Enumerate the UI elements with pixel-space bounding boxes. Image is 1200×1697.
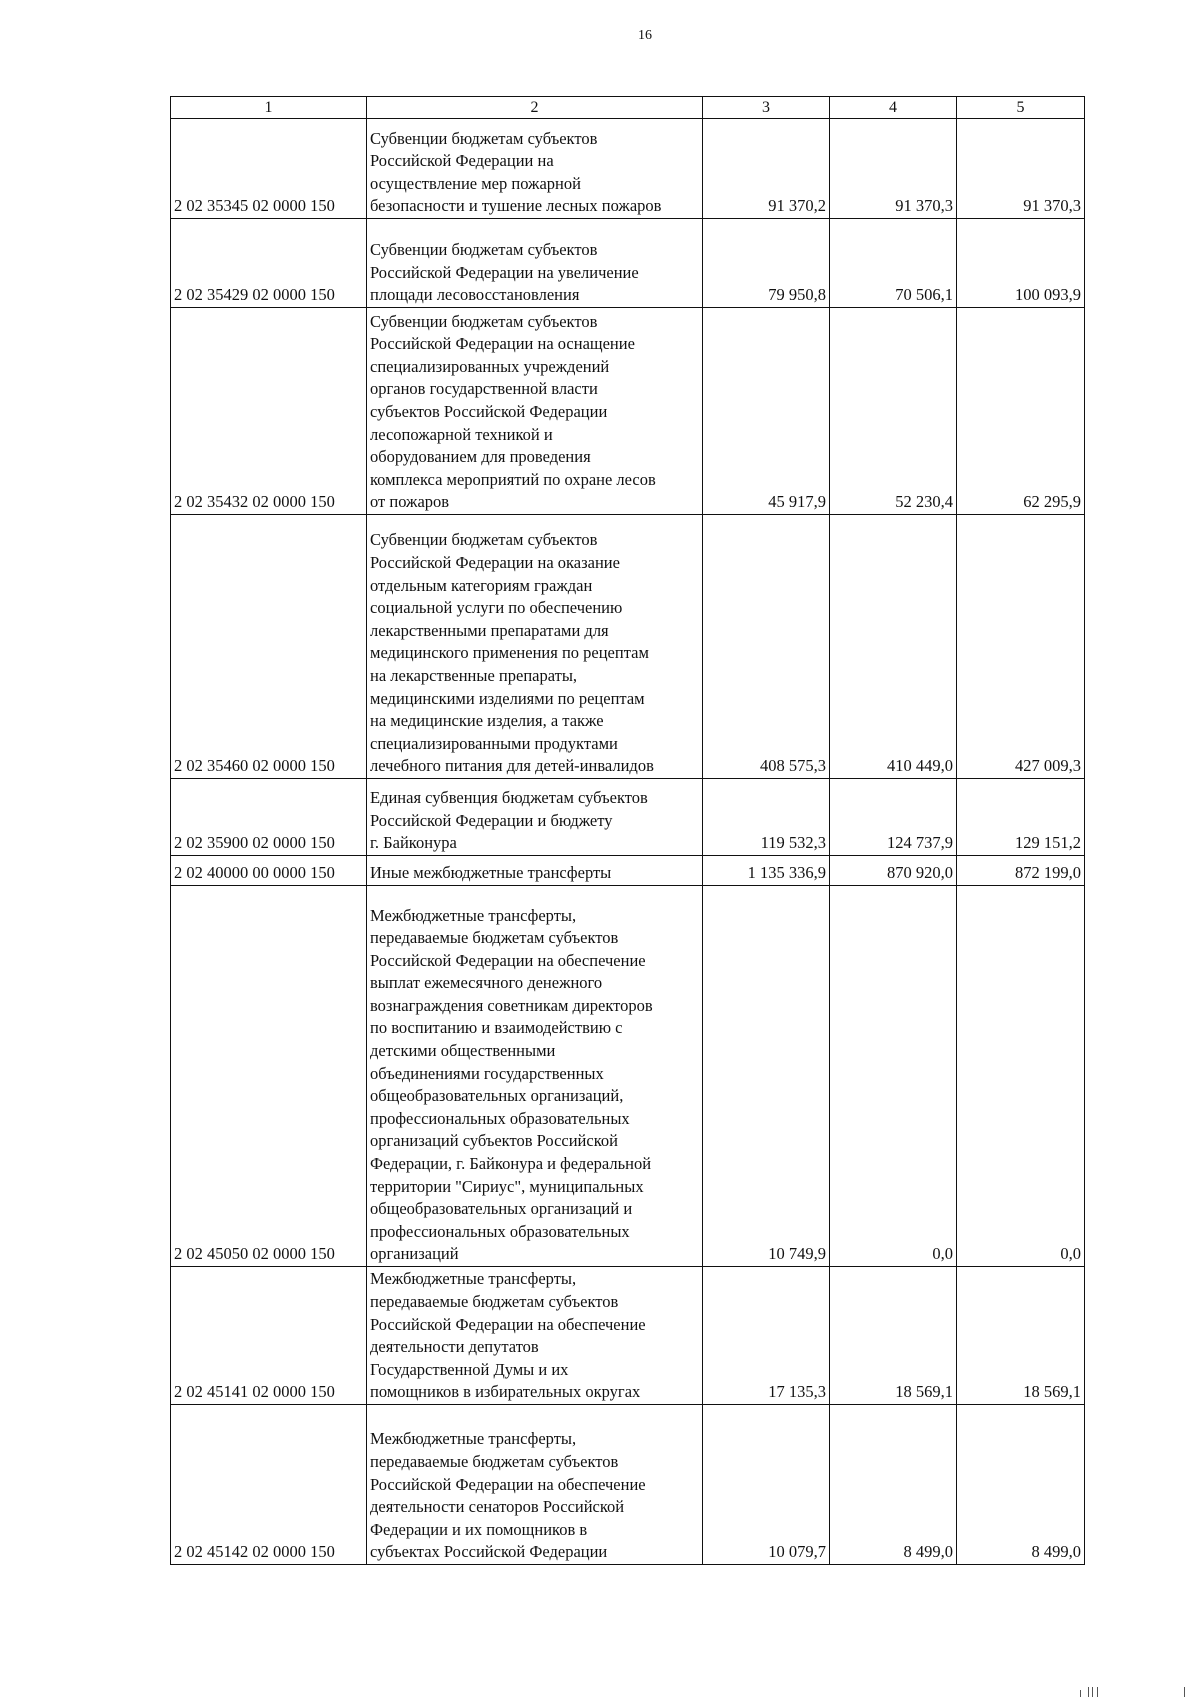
scan-artifact-marks bbox=[1080, 1686, 1200, 1697]
table-row bbox=[171, 779, 1085, 856]
header-cell: 1 bbox=[171, 97, 367, 119]
header-cell: 2 bbox=[367, 97, 703, 119]
amount-cell-col3: 10 749,9 bbox=[703, 886, 830, 1267]
header-cell: 4 bbox=[830, 97, 957, 119]
amount-cell-col4: 8 499,0 bbox=[830, 1405, 957, 1565]
description-cell: Единая субвенция бюджетам субъектов Российской Федерации и бюджету г. Байконура bbox=[367, 779, 703, 856]
budget-code-cell: 2 02 35900 02 0000 150 bbox=[171, 779, 367, 856]
amount-cell-col4: 410 449,0 bbox=[830, 515, 957, 779]
description-cell: Субвенции бюджетам субъектов Российской Федерации на осуществление мер пожарной безопасности и тушение лесных пожаров bbox=[367, 119, 703, 219]
description-cell: Межбюджетные трансферты, передаваемые бюджетам субъектов Российской Федерации на обеспечение деятельности сенаторов Российской Федерации и их помощников в субъектах Российской Федерации bbox=[367, 1405, 703, 1565]
page-number: 16 bbox=[638, 28, 652, 43]
header-cell: 3 bbox=[703, 97, 830, 119]
amount-cell-col4: 124 737,9 bbox=[830, 779, 957, 856]
table-row bbox=[171, 219, 1085, 308]
amount-cell-col4: 18 569,1 bbox=[830, 1267, 957, 1405]
header-cell: 5 bbox=[957, 97, 1085, 119]
amount-cell-col3: 91 370,2 bbox=[703, 119, 830, 219]
amount-cell-col3: 10 079,7 bbox=[703, 1405, 830, 1565]
table-row bbox=[171, 1405, 1085, 1565]
table-row bbox=[171, 1267, 1085, 1405]
budget-code-cell: 2 02 35345 02 0000 150 bbox=[171, 119, 367, 219]
description-cell: Субвенции бюджетам субъектов Российской Федерации на оказание отдельным категориям граждан социальной услуги по обеспечению лекарственными препаратами для медицинского применения по рецептам на лекарственные препараты, медицинскими изделиями по рецептам на медицинские изделия, а также специализированными продуктами лечебного питания для детей-инвалидов bbox=[367, 515, 703, 779]
amount-cell-col4: 52 230,4 bbox=[830, 308, 957, 515]
amount-cell-col4: 870 920,0 bbox=[830, 856, 957, 886]
budget-code-cell: 2 02 35432 02 0000 150 bbox=[171, 308, 367, 515]
table-row bbox=[171, 119, 1085, 219]
amount-cell-col5: 872 199,0 bbox=[957, 856, 1085, 886]
description-cell: Иные межбюджетные трансферты bbox=[367, 856, 703, 886]
description-cell: Межбюджетные трансферты, передаваемые бюджетам субъектов Российской Федерации на обеспечение деятельности депутатов Государственной Думы и их помощников в избирательных округах bbox=[367, 1267, 703, 1405]
table-header-row bbox=[171, 97, 1085, 119]
amount-cell-col3: 17 135,3 bbox=[703, 1267, 830, 1405]
description-cell: Субвенции бюджетам субъектов Российской Федерации на увеличение площади лесовосстановления bbox=[367, 219, 703, 308]
amount-cell-col5: 18 569,1 bbox=[957, 1267, 1085, 1405]
amount-cell-col5: 91 370,3 bbox=[957, 119, 1085, 219]
budget-code-cell: 2 02 35429 02 0000 150 bbox=[171, 219, 367, 308]
amount-cell-col3: 1 135 336,9 bbox=[703, 856, 830, 886]
table-row bbox=[171, 856, 1085, 886]
amount-cell-col3: 45 917,9 bbox=[703, 308, 830, 515]
amount-cell-col3: 408 575,3 bbox=[703, 515, 830, 779]
amount-cell-col5: 62 295,9 bbox=[957, 308, 1085, 515]
amount-cell-col3: 119 532,3 bbox=[703, 779, 830, 856]
description-cell: Субвенции бюджетам субъектов Российской Федерации на оснащение специализированных учреждений органов государственной власти субъектов Российской Федерации лесопожарной техникой и оборудованием для проведения комплекса мероприятий по охране лесов от пожаров bbox=[367, 308, 703, 515]
amount-cell-col3: 79 950,8 bbox=[703, 219, 830, 308]
amount-cell-col5: 0,0 bbox=[957, 886, 1085, 1267]
budget-code-cell: 2 02 35460 02 0000 150 bbox=[171, 515, 367, 779]
budget-code-cell: 2 02 40000 00 0000 150 bbox=[171, 856, 367, 886]
description-cell: Межбюджетные трансферты, передаваемые бюджетам субъектов Российской Федерации на обеспечение выплат ежемесячного денежного вознаграждения советникам директоров по воспитанию и взаимодействию с детскими общественными объединениями государственных общеобразовательных организаций, профессиональных образовательных организаций субъектов Российской Федерации, г. Байконура и федеральной территории "Сириус", муниципальных общеобразовательных организаций и профессиональных образовательных организаций bbox=[367, 886, 703, 1267]
budget-table bbox=[170, 96, 1085, 1565]
table-row bbox=[171, 308, 1085, 515]
amount-cell-col5: 8 499,0 bbox=[957, 1405, 1085, 1565]
amount-cell-col4: 91 370,3 bbox=[830, 119, 957, 219]
amount-cell-col5: 129 151,2 bbox=[957, 779, 1085, 856]
amount-cell-col4: 70 506,1 bbox=[830, 219, 957, 308]
amount-cell-col5: 427 009,3 bbox=[957, 515, 1085, 779]
budget-code-cell: 2 02 45050 02 0000 150 bbox=[171, 886, 367, 1267]
amount-cell-col4: 0,0 bbox=[830, 886, 957, 1267]
table-row bbox=[171, 515, 1085, 779]
table-row bbox=[171, 886, 1085, 1267]
budget-code-cell: 2 02 45141 02 0000 150 bbox=[171, 1267, 367, 1405]
amount-cell-col5: 100 093,9 bbox=[957, 219, 1085, 308]
budget-code-cell: 2 02 45142 02 0000 150 bbox=[171, 1405, 367, 1565]
